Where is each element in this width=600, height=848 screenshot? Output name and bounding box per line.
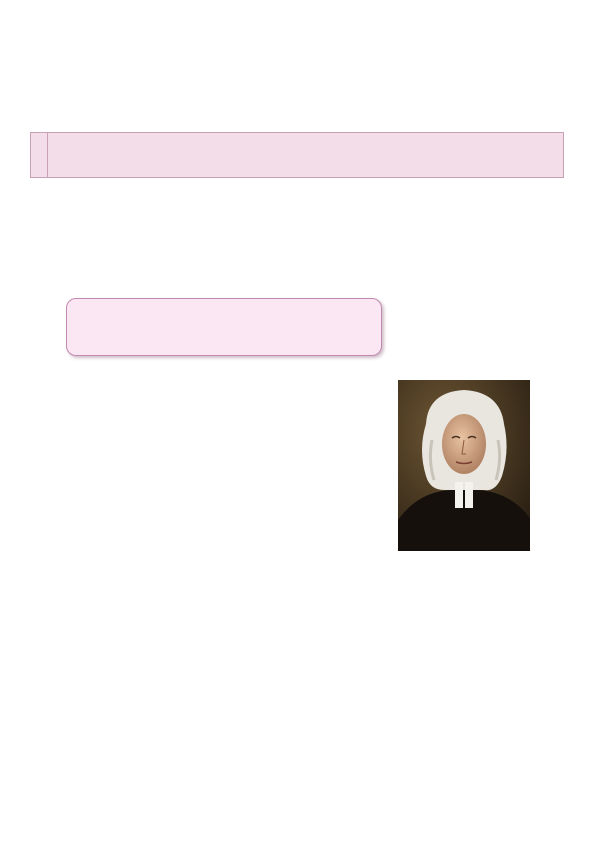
overview-side-label xyxy=(31,133,48,177)
bio-section xyxy=(72,443,390,458)
portrait-icon xyxy=(398,380,530,551)
overview-table xyxy=(30,132,564,178)
portrait-image xyxy=(398,380,530,551)
intro-section xyxy=(72,218,528,231)
name-box xyxy=(66,298,382,356)
